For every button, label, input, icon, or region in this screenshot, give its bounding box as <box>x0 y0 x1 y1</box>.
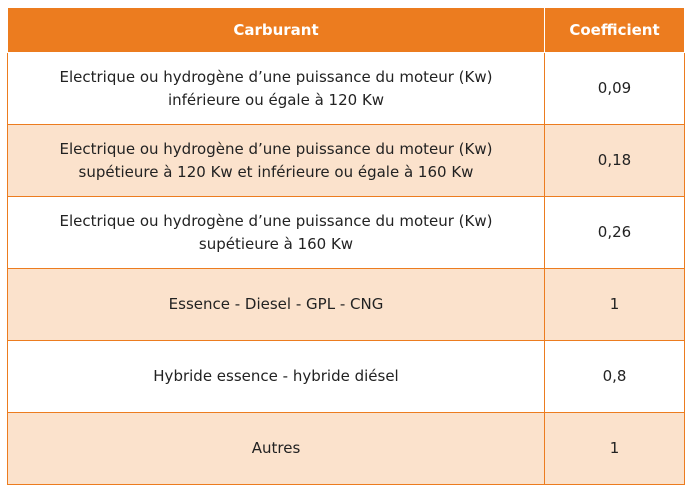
coefficient-cell: 0,18 <box>545 125 685 197</box>
fuel-text-line: Electrique ou hydrogène d’une puissance du moteur (Kw) <box>59 67 493 86</box>
fuel-text-line: supétieure à 120 Kw et inférieure ou égale à 160 Kw <box>78 162 474 181</box>
fuel-coefficient-table <box>7 7 685 485</box>
fuel-cell <box>8 125 545 197</box>
fuel-text-line: supétieure à 160 Kw <box>198 234 354 253</box>
coefficient-cell: 0,8 <box>545 341 685 413</box>
fuel-cell: Essence - Diesel - GPL - CNG <box>8 269 545 341</box>
coefficient-cell: 1 <box>545 269 685 341</box>
table-row <box>8 413 685 485</box>
header-row <box>8 8 685 53</box>
fuel-text-line: inférieure ou égale à 120 Kw <box>167 90 385 109</box>
table-row <box>8 269 685 341</box>
table-row <box>8 125 685 197</box>
fuel-cell: Autres <box>8 413 545 485</box>
table-row <box>8 53 685 125</box>
fuel-text-line: Electrique ou hydrogène d’une puissance du moteur (Kw) <box>59 139 493 158</box>
fuel-coefficient-table-container <box>7 7 685 485</box>
table-row <box>8 341 685 413</box>
fuel-cell <box>8 53 545 125</box>
coefficient-cell: 1 <box>545 413 685 485</box>
coefficient-cell: 0,09 <box>545 53 685 125</box>
coefficient-cell: 0,26 <box>545 197 685 269</box>
fuel-text-line: Electrique ou hydrogène d’une puissance du moteur (Kw) <box>59 211 493 230</box>
header-coefficient: Coefficient <box>545 8 685 53</box>
fuel-cell <box>8 197 545 269</box>
fuel-cell: Hybride essence - hybride diésel <box>8 341 545 413</box>
table-row <box>8 197 685 269</box>
header-fuel: Carburant <box>8 8 545 53</box>
